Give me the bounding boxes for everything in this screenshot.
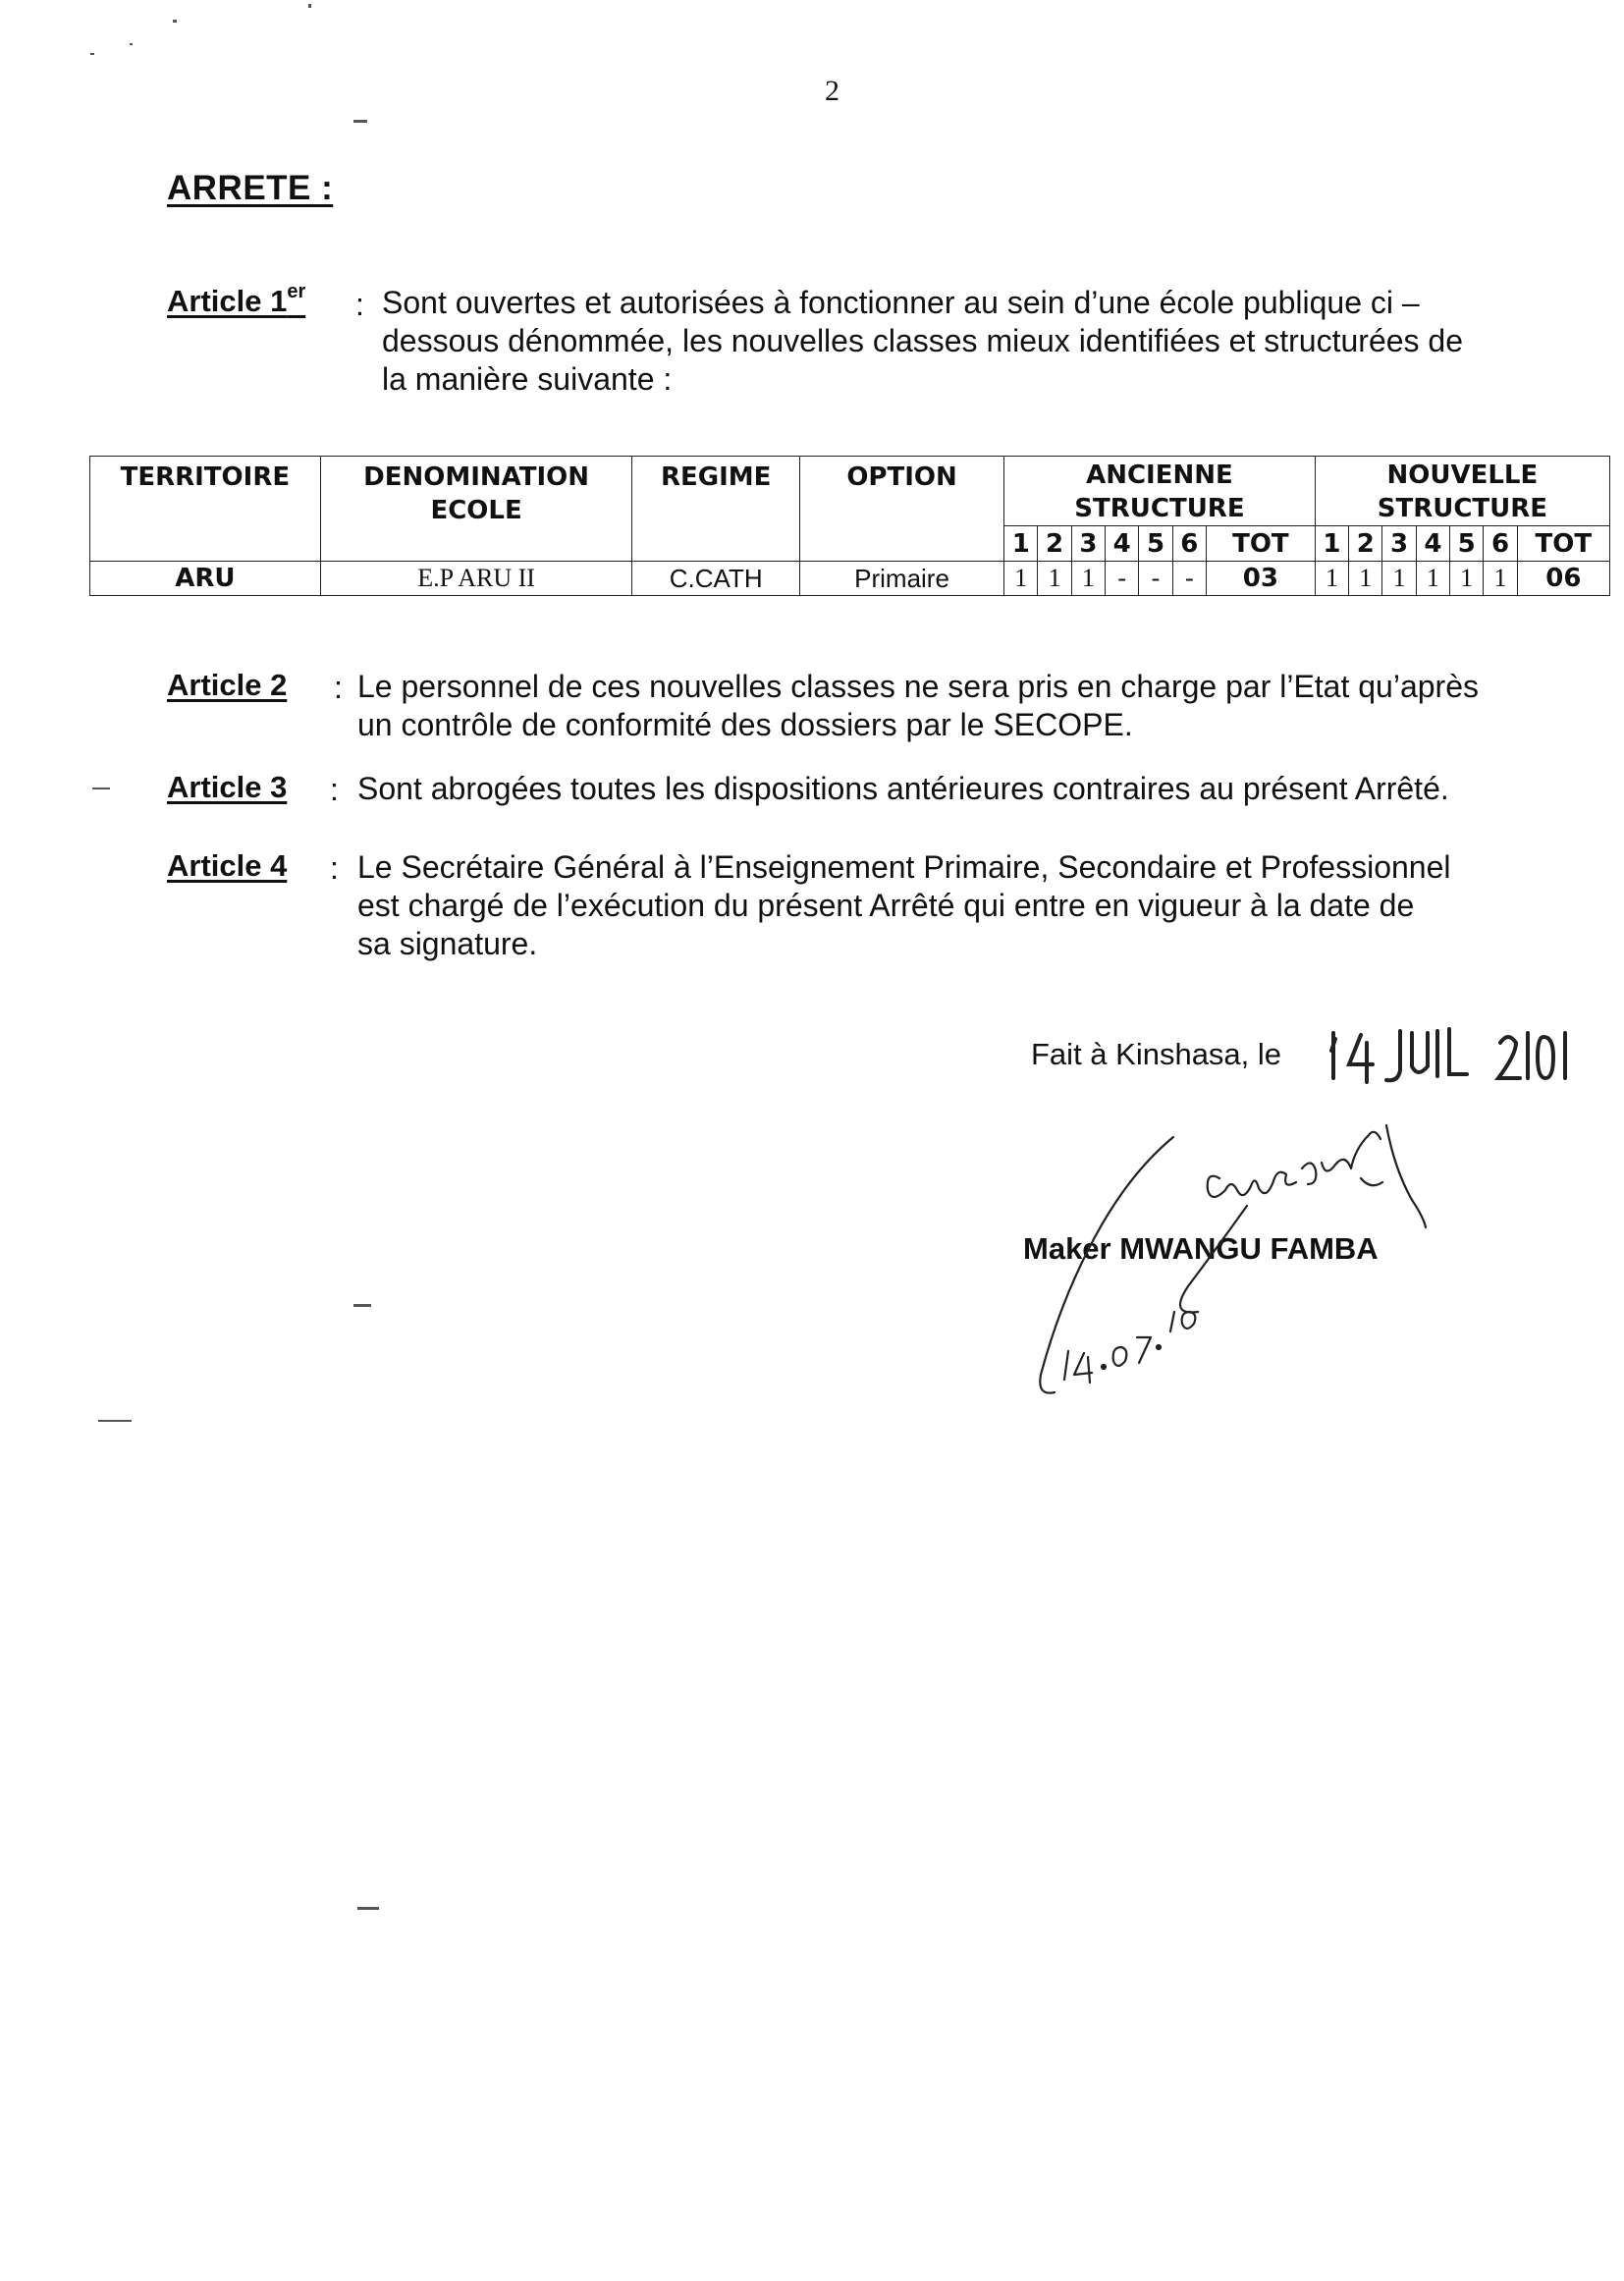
subheader-nouvelle-4: 4 <box>1416 526 1449 562</box>
cell-nouvelle-1: 1 <box>1315 562 1348 596</box>
place-date-line: Fait à Kinshasa, le <box>1031 1037 1282 1071</box>
table-header-row <box>90 457 1610 526</box>
subheader-ancienne-4: 4 <box>1106 526 1139 562</box>
article-1-label <box>167 281 306 319</box>
subheader-ancienne-6: 6 <box>1172 526 1206 562</box>
article-1-colon: : <box>355 287 364 322</box>
cell-denomination: E.P ARU II <box>320 562 632 596</box>
article-3-line: Sont abrogées toutes les dispositions antérieures contraires au présent Arrêté. <box>357 771 1449 806</box>
subheader-nouvelle-5: 5 <box>1450 526 1484 562</box>
subheader-nouvelle-1: 1 <box>1315 526 1348 562</box>
header-ancienne-line: STRUCTURE <box>1074 494 1245 523</box>
header-nouvelle-structure <box>1315 457 1609 526</box>
signatory-name: Maker MWANGU FAMBA <box>1023 1231 1379 1266</box>
article-2-colon: : <box>334 670 343 705</box>
article-3-text <box>357 770 1604 808</box>
header-nouvelle-line: NOUVELLE <box>1386 461 1539 490</box>
page-number: 2 <box>825 75 839 107</box>
article-1-text <box>382 284 1609 399</box>
cell-nouvelle-6: 1 <box>1484 562 1517 596</box>
article-3-label: Article 3 <box>167 770 288 804</box>
document-title: ARRETE : <box>167 169 334 207</box>
article-2-text <box>357 668 1604 744</box>
article-1-label-superscript: er <box>287 281 306 302</box>
subheader-ancienne-2: 2 <box>1038 526 1071 562</box>
subheader-nouvelle-6: 6 <box>1484 526 1517 562</box>
article-4-line: sa signature. <box>357 926 538 961</box>
header-option: OPTION <box>799 457 1003 562</box>
article-4-line: est chargé de l’exécution du présent Arrêté qui entre en vigueur à la date de <box>357 888 1415 923</box>
subheader-ancienne-3: 3 <box>1071 526 1105 562</box>
cell-ancienne-2: 1 <box>1038 562 1071 596</box>
cell-ancienne-4: - <box>1106 562 1139 596</box>
cell-ancienne-tot: 03 <box>1206 562 1315 596</box>
article-1-label-text: Article 1 <box>167 284 288 318</box>
cell-nouvelle-5: 1 <box>1450 562 1484 596</box>
article-4-line: Le Secrétaire Général à l’Enseignement Primaire, Secondaire et Professionnel <box>357 849 1451 885</box>
subheader-nouvelle-2: 2 <box>1349 526 1382 562</box>
cell-ancienne-6: - <box>1172 562 1206 596</box>
header-denomination-line: ECOLE <box>430 496 522 525</box>
cell-nouvelle-2: 1 <box>1349 562 1382 596</box>
cell-territoire: ARU <box>90 562 321 596</box>
cell-regime: C.CATH <box>632 562 800 596</box>
table-row <box>90 562 1610 596</box>
cell-option: Primaire <box>799 562 1003 596</box>
header-denomination-line: DENOMINATION <box>363 462 590 492</box>
header-denomination <box>320 457 632 562</box>
header-nouvelle-line: STRUCTURE <box>1377 494 1548 523</box>
cell-ancienne-1: 1 <box>1004 562 1038 596</box>
article-1-line: Sont ouvertes et autorisées à fonctionner au sein d’une école publique ci – <box>382 285 1420 320</box>
subheader-ancienne-1: 1 <box>1004 526 1038 562</box>
article-1-line: dessous dénommée, les nouvelles classes mieux identifiées et structurées de <box>382 323 1464 358</box>
handwritten-signature <box>1001 1080 1453 1434</box>
subheader-nouvelle-tot: TOT <box>1517 526 1609 562</box>
article-1-line: la manière suivante : <box>382 361 673 397</box>
article-3-colon: : <box>330 772 339 807</box>
cell-nouvelle-tot: 06 <box>1517 562 1609 596</box>
article-4-label: Article 4 <box>167 848 288 883</box>
structure-table <box>89 456 1610 596</box>
subheader-ancienne-5: 5 <box>1139 526 1172 562</box>
header-ancienne-structure <box>1004 457 1316 526</box>
cell-nouvelle-3: 1 <box>1382 562 1416 596</box>
article-2-line: Le personnel de ces nouvelles classes ne sera pris en charge par l’Etat qu’après <box>357 669 1479 704</box>
cell-ancienne-5: - <box>1139 562 1172 596</box>
article-4-text <box>357 848 1604 963</box>
subheader-ancienne-tot: TOT <box>1206 526 1315 562</box>
article-4-colon: : <box>330 850 339 886</box>
header-territoire: TERRITOIRE <box>90 457 321 562</box>
subheader-nouvelle-3: 3 <box>1382 526 1416 562</box>
cell-ancienne-3: 1 <box>1071 562 1105 596</box>
header-regime: REGIME <box>632 457 800 562</box>
article-2-line: un contrôle de conformité des dossiers par le SECOPE. <box>357 707 1133 742</box>
cell-nouvelle-4: 1 <box>1416 562 1449 596</box>
article-2-label: Article 2 <box>167 668 288 702</box>
header-ancienne-line: ANCIENNE <box>1086 461 1233 490</box>
